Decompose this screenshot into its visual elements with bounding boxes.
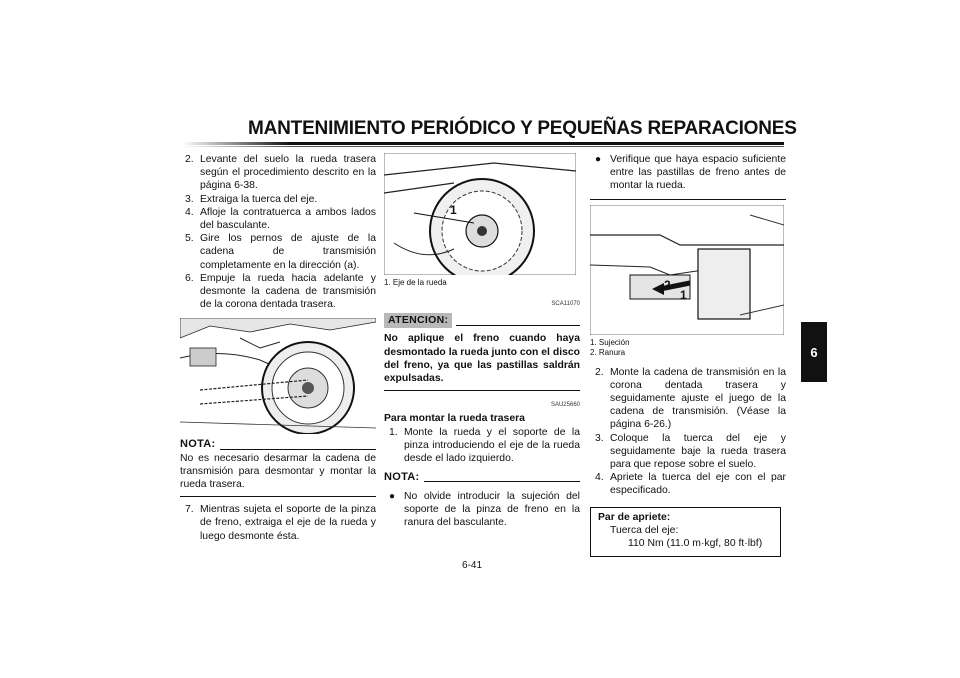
figure-caption-2: 2. Ranura bbox=[590, 347, 626, 357]
callout-2: 2 bbox=[664, 277, 671, 292]
callout-1: 1 bbox=[680, 287, 687, 302]
bracket-slot-illustration bbox=[590, 205, 784, 335]
attention-header bbox=[384, 313, 580, 328]
column-middle bbox=[384, 153, 580, 484]
removal-steps-cont bbox=[180, 503, 376, 543]
step-item: 6. Empuje la rueda hacia adelante y desmonte la cadena de transmisión de la corona dentada trasera. bbox=[185, 272, 376, 311]
column-left bbox=[180, 153, 376, 543]
reference-code: SAU25660 bbox=[550, 402, 580, 409]
wheel-axle-illustration bbox=[384, 153, 576, 275]
torque-spec-box bbox=[590, 507, 781, 558]
step-item: 4. Afloje la contratuerca a ambos lados del basculante. bbox=[185, 206, 376, 232]
step-item: 3. Extraiga la tuerca del eje. bbox=[185, 193, 318, 205]
torque-title: Par de apriete: bbox=[598, 511, 671, 523]
rear-wheel-illustration bbox=[180, 318, 376, 434]
step-item: 1. Monte la rueda y el soporte de la pinza introduciendo el eje de la rueda desde el lado izquierdo. bbox=[389, 426, 580, 465]
callout-1: 1 bbox=[450, 203, 457, 217]
note-end-rule bbox=[180, 496, 376, 497]
step-item: 4. Apriete la tuerca del eje con el par especificado. bbox=[595, 472, 786, 497]
torque-value: 110 Nm (11.0 m·kgf, 80 ft·lbf) bbox=[628, 538, 763, 550]
wheel-axle-figure bbox=[384, 153, 576, 275]
figure-caption: 1. Eje de la rueda bbox=[384, 278, 447, 287]
chapter-tab[interactable]: 6 bbox=[801, 322, 827, 382]
bracket-slot-figure bbox=[590, 205, 784, 335]
step-item: 3. Coloque la tuerca del eje y seguidamente baje la rueda trasera para que repose sobre el suelo. bbox=[595, 432, 786, 471]
installation-steps-cont bbox=[590, 366, 786, 498]
attention-end-rule bbox=[384, 390, 580, 391]
section-title: Para montar la rueda trasera bbox=[384, 413, 525, 425]
note-header: NOTA: bbox=[180, 438, 376, 451]
bullet-icon: ● bbox=[389, 491, 396, 502]
step-item: 2. Monte la cadena de transmisión en la corona dentada trasera y seguidamente ajuste el juego de la cadena de transmisión. (Véase la página 6-26.) bbox=[595, 366, 786, 431]
rear-wheel-figure bbox=[180, 318, 376, 434]
note-bullet-block bbox=[384, 490, 580, 530]
header-rule-thin bbox=[182, 146, 784, 147]
bullet-icon: ● bbox=[595, 154, 602, 165]
attention-label: ATENCION: bbox=[384, 313, 452, 328]
removal-steps bbox=[180, 153, 376, 311]
step-item: 2. Levante del suelo la rueda trasera según el procedimiento descrito en la página 6-38. bbox=[185, 154, 376, 192]
note-header: NOTA: bbox=[384, 471, 580, 484]
note-text: No es necesario desarmar la cadena de transmisión para desmontar y montar la rueda trasera. bbox=[180, 452, 376, 491]
page-title: MANTENIMIENTO PERIÓDICO Y PEQUEÑAS REPARACIONES bbox=[248, 118, 797, 139]
step-item: 7. Mientras sujeta el soporte de la pinza de freno, extraiga el eje de la rueda y luego desmonte ésta. bbox=[185, 504, 376, 542]
page-number: 6-41 bbox=[462, 560, 483, 571]
column-right bbox=[590, 153, 786, 557]
step-item: 5. Gire los pernos de ajuste de la cadena de transmisión completamente en la dirección (a). bbox=[185, 233, 376, 271]
header-rule bbox=[182, 142, 784, 145]
note-end-rule bbox=[590, 199, 786, 200]
reference-code: SCA11070 bbox=[551, 301, 580, 307]
attention-text: No aplique el freno cuando haya desmontado la rueda junto con el disco del freno, ya que las pastillas saldrán expulsadas. bbox=[384, 333, 580, 385]
installation-steps bbox=[384, 426, 580, 466]
figure-caption-1: 1. Sujeción bbox=[590, 337, 630, 347]
torque-item: Tuerca del eje: bbox=[610, 524, 679, 536]
bullet-item: ● No olvide introducir la sujeción del soporte de la pinza de freno en la ranura del basculante. bbox=[389, 491, 580, 529]
bullet-item: ● Verifique que haya espacio suficiente entre las pastillas de freno antes de montar la rueda. bbox=[595, 154, 786, 192]
